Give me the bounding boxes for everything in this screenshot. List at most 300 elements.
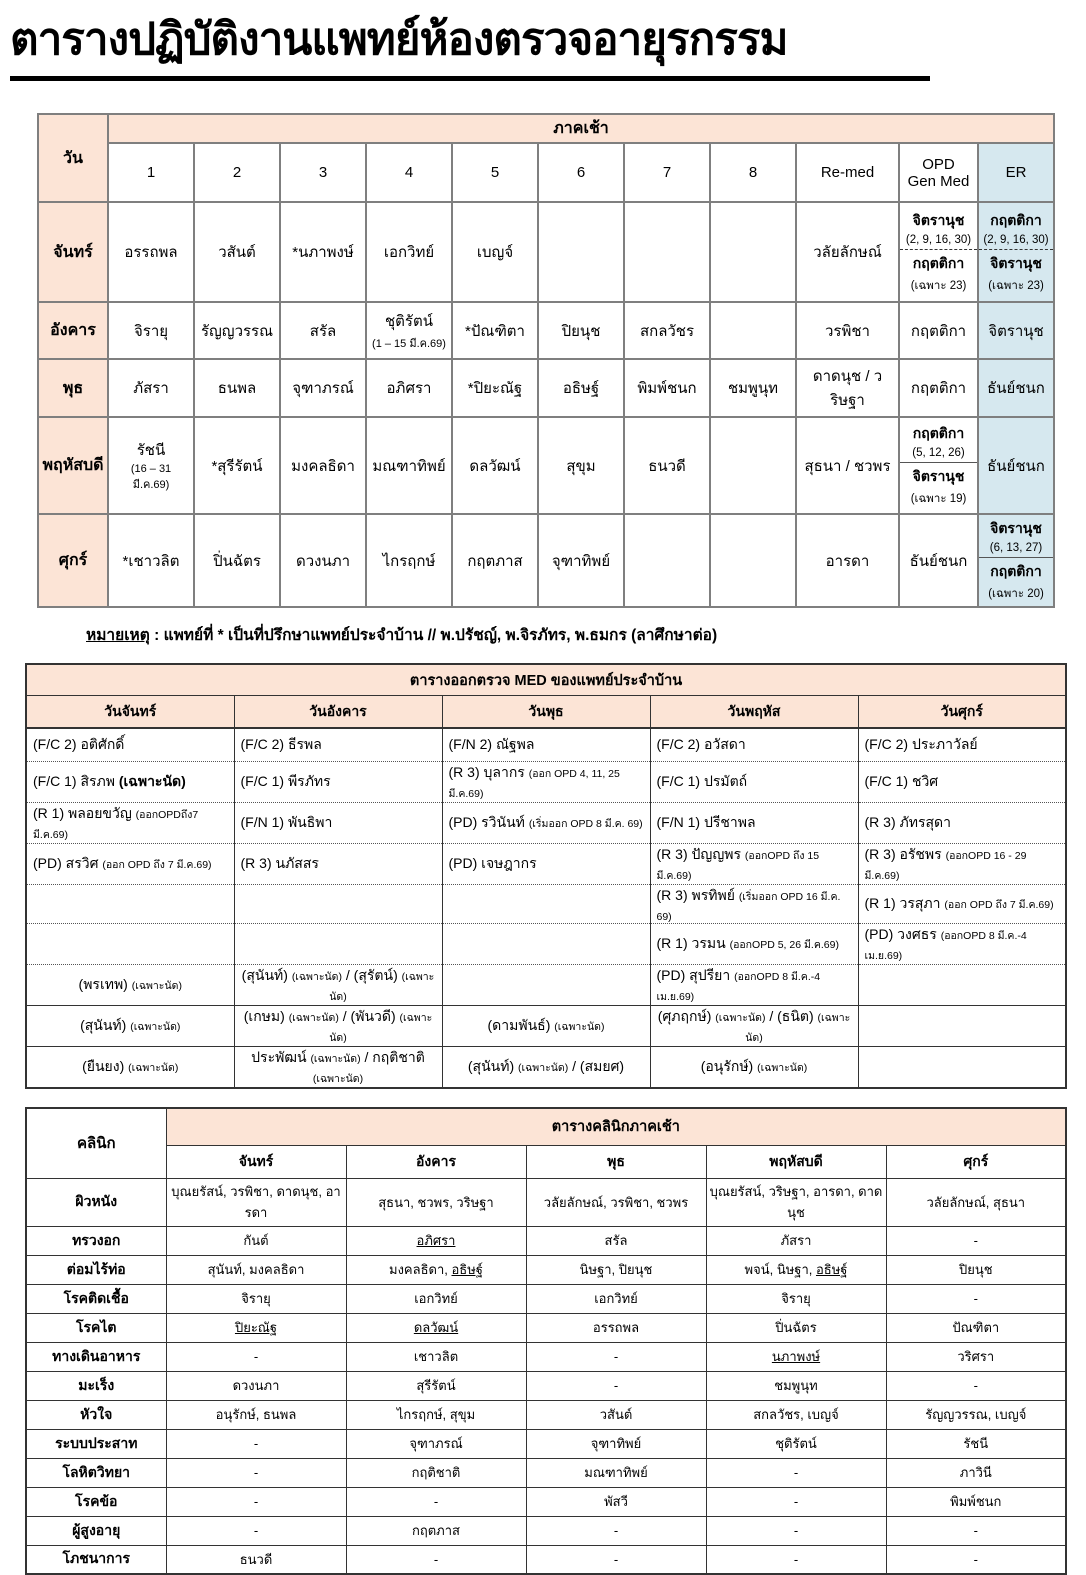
text-segment: เชาวลิต: [413, 1349, 459, 1365]
resident-cell: [234, 843, 442, 884]
text-segment: ชุติรัตน์: [775, 1436, 817, 1452]
day-label: ศุกร์: [38, 514, 108, 607]
schedule-cell: มณฑาทิพย์: [366, 417, 452, 514]
resident-cell: [442, 843, 650, 884]
clinic-day-header: ศุกร์: [886, 1145, 1066, 1178]
page-title: ตารางปฏิบัติงานแพทย์ห้องตรวจอายุรกรรม: [10, 15, 788, 64]
day-label: อังคาร: [38, 302, 108, 359]
clinic-label: หัวใจ: [26, 1400, 166, 1429]
split-part: [900, 249, 977, 298]
clinic-cell: [526, 1487, 706, 1516]
schedule-cell: [710, 202, 796, 302]
resident-cell: [26, 1005, 234, 1046]
text-segment: จิรายุ: [781, 1291, 811, 1307]
clinic-cell: [346, 1545, 526, 1574]
text-segment: รัญญวรรณ, เบญจ์: [925, 1407, 1027, 1423]
schedule-cell: เบญจ์: [452, 202, 538, 302]
text-segment: -: [973, 1233, 978, 1249]
room-column-header: 3: [280, 143, 366, 202]
split-part: [900, 462, 977, 511]
text-segment: -: [793, 1465, 799, 1481]
text-segment: (เฉพาะนัด): [130, 1020, 181, 1033]
resident-cell: [234, 761, 442, 802]
text-segment: / (พันวดี): [338, 1007, 400, 1024]
remed-cell: วลัยลักษณ์: [796, 202, 899, 302]
text-segment: -: [973, 1378, 978, 1394]
clinic-day-header: จันทร์: [166, 1145, 346, 1178]
clinic-cell: [526, 1458, 706, 1487]
clinic-cell: [706, 1516, 886, 1545]
text-segment: -: [433, 1494, 439, 1510]
clinic-cell: [346, 1178, 526, 1226]
clinic-cell: [886, 1545, 1066, 1574]
resident-cell: [442, 923, 650, 964]
opd-genmed-cell: ธันย์ชนก: [899, 514, 978, 607]
clinic-cell: [886, 1400, 1066, 1429]
remed-cell: ดาดนุช / วริษฐา: [796, 359, 899, 417]
text-segment: (F/C 2) ธีรพล: [240, 735, 322, 752]
clinic-cell: [346, 1255, 526, 1284]
doctor-note: (เฉพาะ 23): [910, 279, 967, 292]
schedule-cell: สุขุม: [538, 417, 624, 514]
resident-cell: [858, 761, 1066, 802]
clinic-cell: [166, 1371, 346, 1400]
schedule-cell: [710, 417, 796, 514]
resident-cell: [442, 802, 650, 843]
resident-cell: [858, 1005, 1066, 1046]
text-segment: -: [433, 1551, 439, 1567]
doctor-name: กฤตติกา: [990, 211, 1042, 228]
text-segment: (เฉพาะนัด): [291, 970, 343, 983]
text-segment: (R 1) วรสุภา: [864, 894, 945, 911]
resident-cell: [26, 1046, 234, 1088]
resident-row: [26, 728, 1066, 761]
text-segment: (สุนันท์): [467, 1057, 519, 1074]
text-segment: ภาวินี: [959, 1465, 992, 1481]
text-segment: -: [253, 1436, 259, 1452]
opd-genmed-cell: [899, 417, 978, 514]
text-segment: (R 3) พรทิพย์: [656, 886, 739, 903]
clinic-cell: [886, 1178, 1066, 1226]
clinic-table-title: ตารางคลินิกภาคเช้า: [166, 1108, 1066, 1146]
text-segment: จุฑาทิพย์: [590, 1436, 642, 1452]
resident-cell: [858, 728, 1066, 761]
text-segment: (เฉพาะนัด): [554, 1020, 605, 1033]
text-segment: (F/C 2) อติศักดิ์: [33, 735, 125, 752]
text-segment: อธิษฐ์: [451, 1262, 483, 1278]
text-segment: พิมพ์ชนก: [950, 1494, 1002, 1510]
clinic-cell: [166, 1487, 346, 1516]
clinic-cell: [166, 1178, 346, 1226]
clinic-label: โภชนาการ: [26, 1545, 166, 1574]
resident-table-title: ตารางออกตรวจ MED ของแพทย์ประจำบ้าน: [26, 664, 1066, 696]
room-column-header: 5: [452, 143, 538, 202]
split-cell: [979, 515, 1053, 606]
resident-cell: [26, 728, 234, 761]
text-segment: สกลวัชร, เบญจ์: [753, 1407, 839, 1423]
er-cell: จิตรานุช: [978, 302, 1054, 359]
text-segment: (ออกOPD ถึง 15 มี.ค.69): [656, 849, 820, 882]
split-part: [900, 420, 977, 462]
text-segment: กฤตภาส: [412, 1523, 460, 1539]
split-part: [979, 207, 1053, 249]
text-segment: มณฑาทิพย์: [584, 1465, 648, 1481]
text-segment: (ออก OPD 4, 11, 25 มี.ค.69): [448, 767, 620, 800]
resident-day-header: วันศุกร์: [858, 696, 1066, 729]
clinic-cell: [346, 1516, 526, 1545]
resident-cell: [442, 884, 650, 923]
text-segment: อนุรักษ์, ธนพล: [215, 1407, 297, 1423]
text-segment: จิรายุ: [241, 1291, 271, 1307]
schedule-cell: [538, 202, 624, 302]
schedule-cell: อธิษฐ์: [538, 359, 624, 417]
doctor-note: (เฉพาะ 23): [988, 279, 1044, 292]
schedule-cell: กฤตภาส: [452, 514, 538, 607]
text-segment: บุณยรัสน์, วรพิชา, ดาดนุช, อารดา: [171, 1184, 341, 1221]
clinic-label: ต่อมไร้ท่อ: [26, 1255, 166, 1284]
resident-row: [26, 843, 1066, 884]
clinic-day-header: พฤหัสบดี: [706, 1145, 886, 1178]
clinic-cell: [166, 1255, 346, 1284]
text-segment: (สุนันท์): [241, 966, 292, 983]
text-segment: มงคลธิดา,: [389, 1262, 452, 1278]
text-segment: (F/C 1) พีรภัทร: [240, 772, 331, 789]
text-segment: (ออกOPD 16 - 29 มี.ค.69): [864, 849, 1027, 882]
resident-cell: [858, 964, 1066, 1005]
remed-cell: วรพิชา: [796, 302, 899, 359]
clinic-cell: [166, 1226, 346, 1255]
clinic-cell: [346, 1487, 526, 1516]
resident-row: [26, 884, 1066, 923]
resident-cell: [442, 728, 650, 761]
room-column-header: 8: [710, 143, 796, 202]
schedule-cell: สรัล: [280, 302, 366, 359]
day-label: จันทร์: [38, 202, 108, 302]
text-segment: / (ธนิต): [765, 1007, 818, 1024]
text-segment: (F/C 2) ประภาวัลย์: [864, 735, 978, 752]
text-segment: (เฉพาะนัด): [310, 1052, 361, 1065]
clinic-cell: [706, 1284, 886, 1313]
text-segment: (PD) เจษฎากร: [448, 854, 537, 871]
text-segment: (R 3) ภัทรสุดา: [864, 813, 951, 830]
clinic-corner-header: คลินิก: [26, 1108, 166, 1179]
resident-title-row: [26, 664, 1066, 696]
text-segment: -: [613, 1349, 619, 1365]
resident-day-header: วันจันทร์: [26, 696, 234, 729]
resident-cell: [858, 1046, 1066, 1088]
doctor-name: ชุติรัตน์: [385, 313, 433, 331]
clinic-label: ทรวงอก: [26, 1226, 166, 1255]
clinic-cell: [706, 1400, 886, 1429]
schedule-cell: ไกรฤกษ์: [366, 514, 452, 607]
text-segment: (PD) สรวิศ: [33, 854, 103, 871]
clinic-cell: [166, 1516, 346, 1545]
resident-row: [26, 802, 1066, 843]
clinic-cell: [526, 1313, 706, 1342]
clinic-label: ผิวหนัง: [26, 1178, 166, 1226]
remed-cell: สุธนา / ชวพร: [796, 417, 899, 514]
text-segment: (F/N 1) พันธิพา: [240, 813, 333, 830]
morning-schedule-table: [37, 113, 1055, 608]
resident-cell: [234, 1046, 442, 1088]
schedule-subheader-row: [38, 143, 1054, 202]
schedule-cell: *นภาพงษ์: [280, 202, 366, 302]
schedule-row: [38, 359, 1054, 417]
text-segment: (PD) รวินันท์: [448, 813, 529, 830]
schedule-cell: จุฑาภรณ์: [280, 359, 366, 417]
text-segment: ภัสรา: [780, 1233, 812, 1249]
resident-cell: [650, 802, 858, 843]
clinic-label: ระบบประสาท: [26, 1429, 166, 1458]
text-segment: (เฉพาะนัด): [329, 1011, 433, 1044]
schedule-cell: ธนพล: [194, 359, 280, 417]
clinic-cell: [706, 1429, 886, 1458]
clinic-cell: [166, 1313, 346, 1342]
clinic-label: ทางเดินอาหาร: [26, 1342, 166, 1371]
resident-row: [26, 761, 1066, 802]
text-segment: / (สุรัตน์): [342, 966, 402, 983]
text-segment: ปิยนุช: [958, 1262, 993, 1278]
text-segment: ธนวดี: [239, 1551, 273, 1567]
text-segment: (เฉพาะนัด): [118, 772, 186, 789]
text-segment: (เฉพาะนัด): [518, 1061, 569, 1074]
clinic-header-row: [26, 1145, 1066, 1178]
footnote-label: หมายเหตุ: [86, 627, 150, 645]
room-column-header: 4: [366, 143, 452, 202]
opd-genmed-column-header: [899, 143, 978, 202]
text-segment: (ออกOPD 8 มี.ค.-4 เม.ย.69): [864, 929, 1027, 962]
clinic-cell: [346, 1226, 526, 1255]
clinic-row: [26, 1178, 1066, 1226]
text-segment: (เกษม): [243, 1007, 289, 1024]
clinic-cell: [526, 1226, 706, 1255]
text-segment: (ออก OPD ถึง 7 มี.ค.69): [102, 858, 212, 871]
text-segment: จุฑาภรณ์: [409, 1436, 463, 1452]
clinic-cell: [166, 1545, 346, 1574]
schedule-header-row: [38, 114, 1054, 143]
text-segment: ปิยะณัฐ: [234, 1320, 278, 1336]
resident-row: [26, 964, 1066, 1005]
clinic-row: [26, 1313, 1066, 1342]
text-segment: -: [973, 1551, 978, 1567]
text-segment: กฤติชาติ: [411, 1465, 461, 1481]
doctor-note: (2, 9, 16, 30): [983, 233, 1049, 246]
resident-day-header: วันอังคาร: [234, 696, 442, 729]
text-segment: / กฤติชาติ: [360, 1048, 425, 1065]
text-segment: (เฉพาะนัด): [757, 1061, 808, 1074]
clinic-row: [26, 1487, 1066, 1516]
clinic-cell: [886, 1458, 1066, 1487]
clinic-cell: [166, 1342, 346, 1371]
clinic-label: โรคไต: [26, 1313, 166, 1342]
opd-header-line2: Gen Med: [907, 172, 970, 190]
clinic-row: [26, 1226, 1066, 1255]
clinic-cell: [526, 1545, 706, 1574]
clinic-cell: [346, 1313, 526, 1342]
clinic-cell: [166, 1400, 346, 1429]
schedule-row: [38, 514, 1054, 607]
text-segment: (R 3) นภัสสร: [240, 854, 319, 871]
resident-cell: [650, 923, 858, 964]
text-segment: -: [793, 1494, 799, 1510]
text-segment: (เฉพาะนัด): [312, 1072, 364, 1085]
text-segment: อธิษฐ์: [815, 1262, 848, 1278]
clinic-label: โรคติดเชื้อ: [26, 1284, 166, 1313]
clinic-cell: [706, 1342, 886, 1371]
text-segment: อรรถพล: [592, 1320, 640, 1336]
text-segment: ดวงนภา: [232, 1378, 280, 1394]
text-segment: นภาพงษ์: [771, 1349, 821, 1365]
clinic-cell: [886, 1255, 1066, 1284]
schedule-cell: พิมพ์ชนก: [624, 359, 710, 417]
er-column-header: ER: [978, 143, 1054, 202]
resident-cell: [442, 1005, 650, 1046]
resident-cell: [650, 884, 858, 923]
clinic-label: มะเร็ง: [26, 1371, 166, 1400]
clinic-row: [26, 1458, 1066, 1487]
text-segment: -: [973, 1523, 978, 1539]
schedule-cell: จุฑาทิพย์: [538, 514, 624, 607]
text-segment: (F/C 1) สิรภพ: [33, 772, 119, 789]
text-segment: (ออกOPDถึง7 มี.ค.69): [33, 808, 199, 841]
schedule-cell: ดลวัฒน์: [452, 417, 538, 514]
resident-cell: [26, 923, 234, 964]
opd-genmed-cell: กฤตติกา: [899, 359, 978, 417]
text-segment: (F/C 2) อวัสดา: [656, 735, 746, 752]
doctor-note: (เฉพาะ 19): [910, 493, 967, 506]
clinic-cell: [346, 1342, 526, 1371]
schedule-cell: ภัสรา: [108, 359, 194, 417]
schedule-cell: *เชาวลิต: [108, 514, 194, 607]
text-segment: (ดามพันธ์): [487, 1016, 555, 1033]
text-segment: (ออก OPD ถึง 7 มี.ค.69): [944, 898, 1054, 911]
resident-cell: [858, 802, 1066, 843]
clinic-cell: [706, 1313, 886, 1342]
schedule-cell: สกลวัชร: [624, 302, 710, 359]
schedule-cell: เอกวิทย์: [366, 202, 452, 302]
schedule-row: [38, 202, 1054, 302]
text-segment: -: [613, 1523, 619, 1539]
schedule-cell: ดวงนภา: [280, 514, 366, 607]
room-column-header: 6: [538, 143, 624, 202]
text-segment: รัชนี: [963, 1436, 989, 1452]
schedule-cell: อรรถพล: [108, 202, 194, 302]
resident-cell: [858, 843, 1066, 884]
resident-cell: [858, 884, 1066, 923]
text-segment: พัสวี: [604, 1494, 628, 1510]
resident-cell: [442, 1046, 650, 1088]
room-column-header: 2: [194, 143, 280, 202]
text-segment: -: [793, 1523, 799, 1539]
split-cell: [900, 420, 977, 511]
clinic-cell: [526, 1178, 706, 1226]
clinic-cell: [526, 1255, 706, 1284]
doctor-note: (6, 13, 27): [989, 542, 1043, 555]
schedule-cell: [710, 514, 796, 607]
text-segment: (ออกOPD 8 มี.ค.-4 เม.ย.69): [656, 970, 821, 1003]
resident-cell: [26, 802, 234, 843]
resident-row: [26, 1046, 1066, 1088]
remed-column-header: Re-med: [796, 143, 899, 202]
schedule-cell: *สุรีรัตน์: [194, 417, 280, 514]
clinic-cell: [346, 1371, 526, 1400]
resident-cell: [234, 728, 442, 761]
text-segment: -: [613, 1551, 619, 1567]
text-segment: (R 1) พลอยขวัญ: [33, 804, 136, 821]
clinic-cell: [886, 1284, 1066, 1313]
clinic-cell: [706, 1178, 886, 1226]
text-segment: วสันต์: [599, 1407, 633, 1423]
clinic-cell: [166, 1429, 346, 1458]
er-cell: [978, 514, 1054, 607]
split-part: [979, 515, 1053, 557]
schedule-cell: [108, 417, 194, 514]
clinic-cell: [706, 1545, 886, 1574]
text-segment: (R 1) วรมน: [656, 934, 730, 951]
text-segment: (PD) สุปรียา: [656, 966, 735, 983]
text-segment: บุณยรัสน์, วริษฐา, อารดา, ดาดนุช: [709, 1184, 883, 1221]
clinic-cell: [346, 1458, 526, 1487]
resident-cell: [442, 761, 650, 802]
text-segment: (สุนันท์): [80, 1016, 131, 1033]
text-segment: -: [253, 1494, 259, 1510]
text-segment: (เริ่มออก OPD 16 มี.ค. 69): [656, 890, 841, 923]
schedule-cell: ธนวดี: [624, 417, 710, 514]
clinic-cell: [886, 1226, 1066, 1255]
text-segment: (เฉพาะนัด): [128, 1061, 179, 1074]
schedule-row: [38, 302, 1054, 359]
resident-cell: [26, 884, 234, 923]
footnote-text: : แพทย์ที่ * เป็นที่ปรึกษาแพทย์ประจำบ้าน // พ.ปรัชญ์, พ.จิรภัทร, พ.ธมกร (ลาศึกษาต่อ): [149, 627, 718, 645]
text-segment: / (สมยศ): [568, 1057, 625, 1074]
resident-med-table: [25, 663, 1067, 1089]
text-segment: นิษฐา, ปิยนุช: [579, 1262, 653, 1278]
text-segment: ดลวัฒน์: [413, 1320, 459, 1336]
resident-cell: [26, 761, 234, 802]
doctor-note: (16 – 31 มี.ค.69): [130, 463, 172, 492]
clinic-cell: [706, 1226, 886, 1255]
text-segment: (เฉพาะนัด): [329, 970, 435, 1003]
text-segment: (PD) วงศธร: [864, 925, 941, 942]
doctor-name: กฤตติกา: [912, 254, 965, 271]
doctor-name: จิตรานุช: [990, 254, 1042, 271]
text-segment: (ยืนยง): [82, 1057, 129, 1074]
day-label: พฤหัสบดี: [38, 417, 108, 514]
text-segment: สุรีรัตน์: [416, 1378, 456, 1394]
clinic-cell: [886, 1342, 1066, 1371]
clinic-row: [26, 1255, 1066, 1284]
schedule-cell: อภิศรา: [366, 359, 452, 417]
split-cell: [979, 207, 1053, 298]
clinic-cell: [886, 1429, 1066, 1458]
resident-day-header: วันพุธ: [442, 696, 650, 729]
resident-cell: [650, 843, 858, 884]
doctor-name: จิตรานุช: [990, 520, 1042, 537]
clinic-cell: [166, 1284, 346, 1313]
resident-header-row: [26, 696, 1066, 729]
clinic-day-header: พุธ: [526, 1145, 706, 1178]
clinic-cell: [526, 1400, 706, 1429]
day-corner-header: วัน: [38, 114, 108, 202]
opd-genmed-cell: กฤตติกา: [899, 302, 978, 359]
text-segment: ปิ่นฉัตร: [775, 1320, 817, 1336]
text-segment: อภิศรา: [416, 1233, 456, 1249]
doctor-note: (1 – 15 มี.ค.69): [372, 338, 446, 351]
resident-cell: [650, 964, 858, 1005]
clinic-cell: [526, 1342, 706, 1371]
doctor-name: จิตรานุช: [912, 211, 965, 228]
schedule-cell: รัญญวรรณ: [194, 302, 280, 359]
